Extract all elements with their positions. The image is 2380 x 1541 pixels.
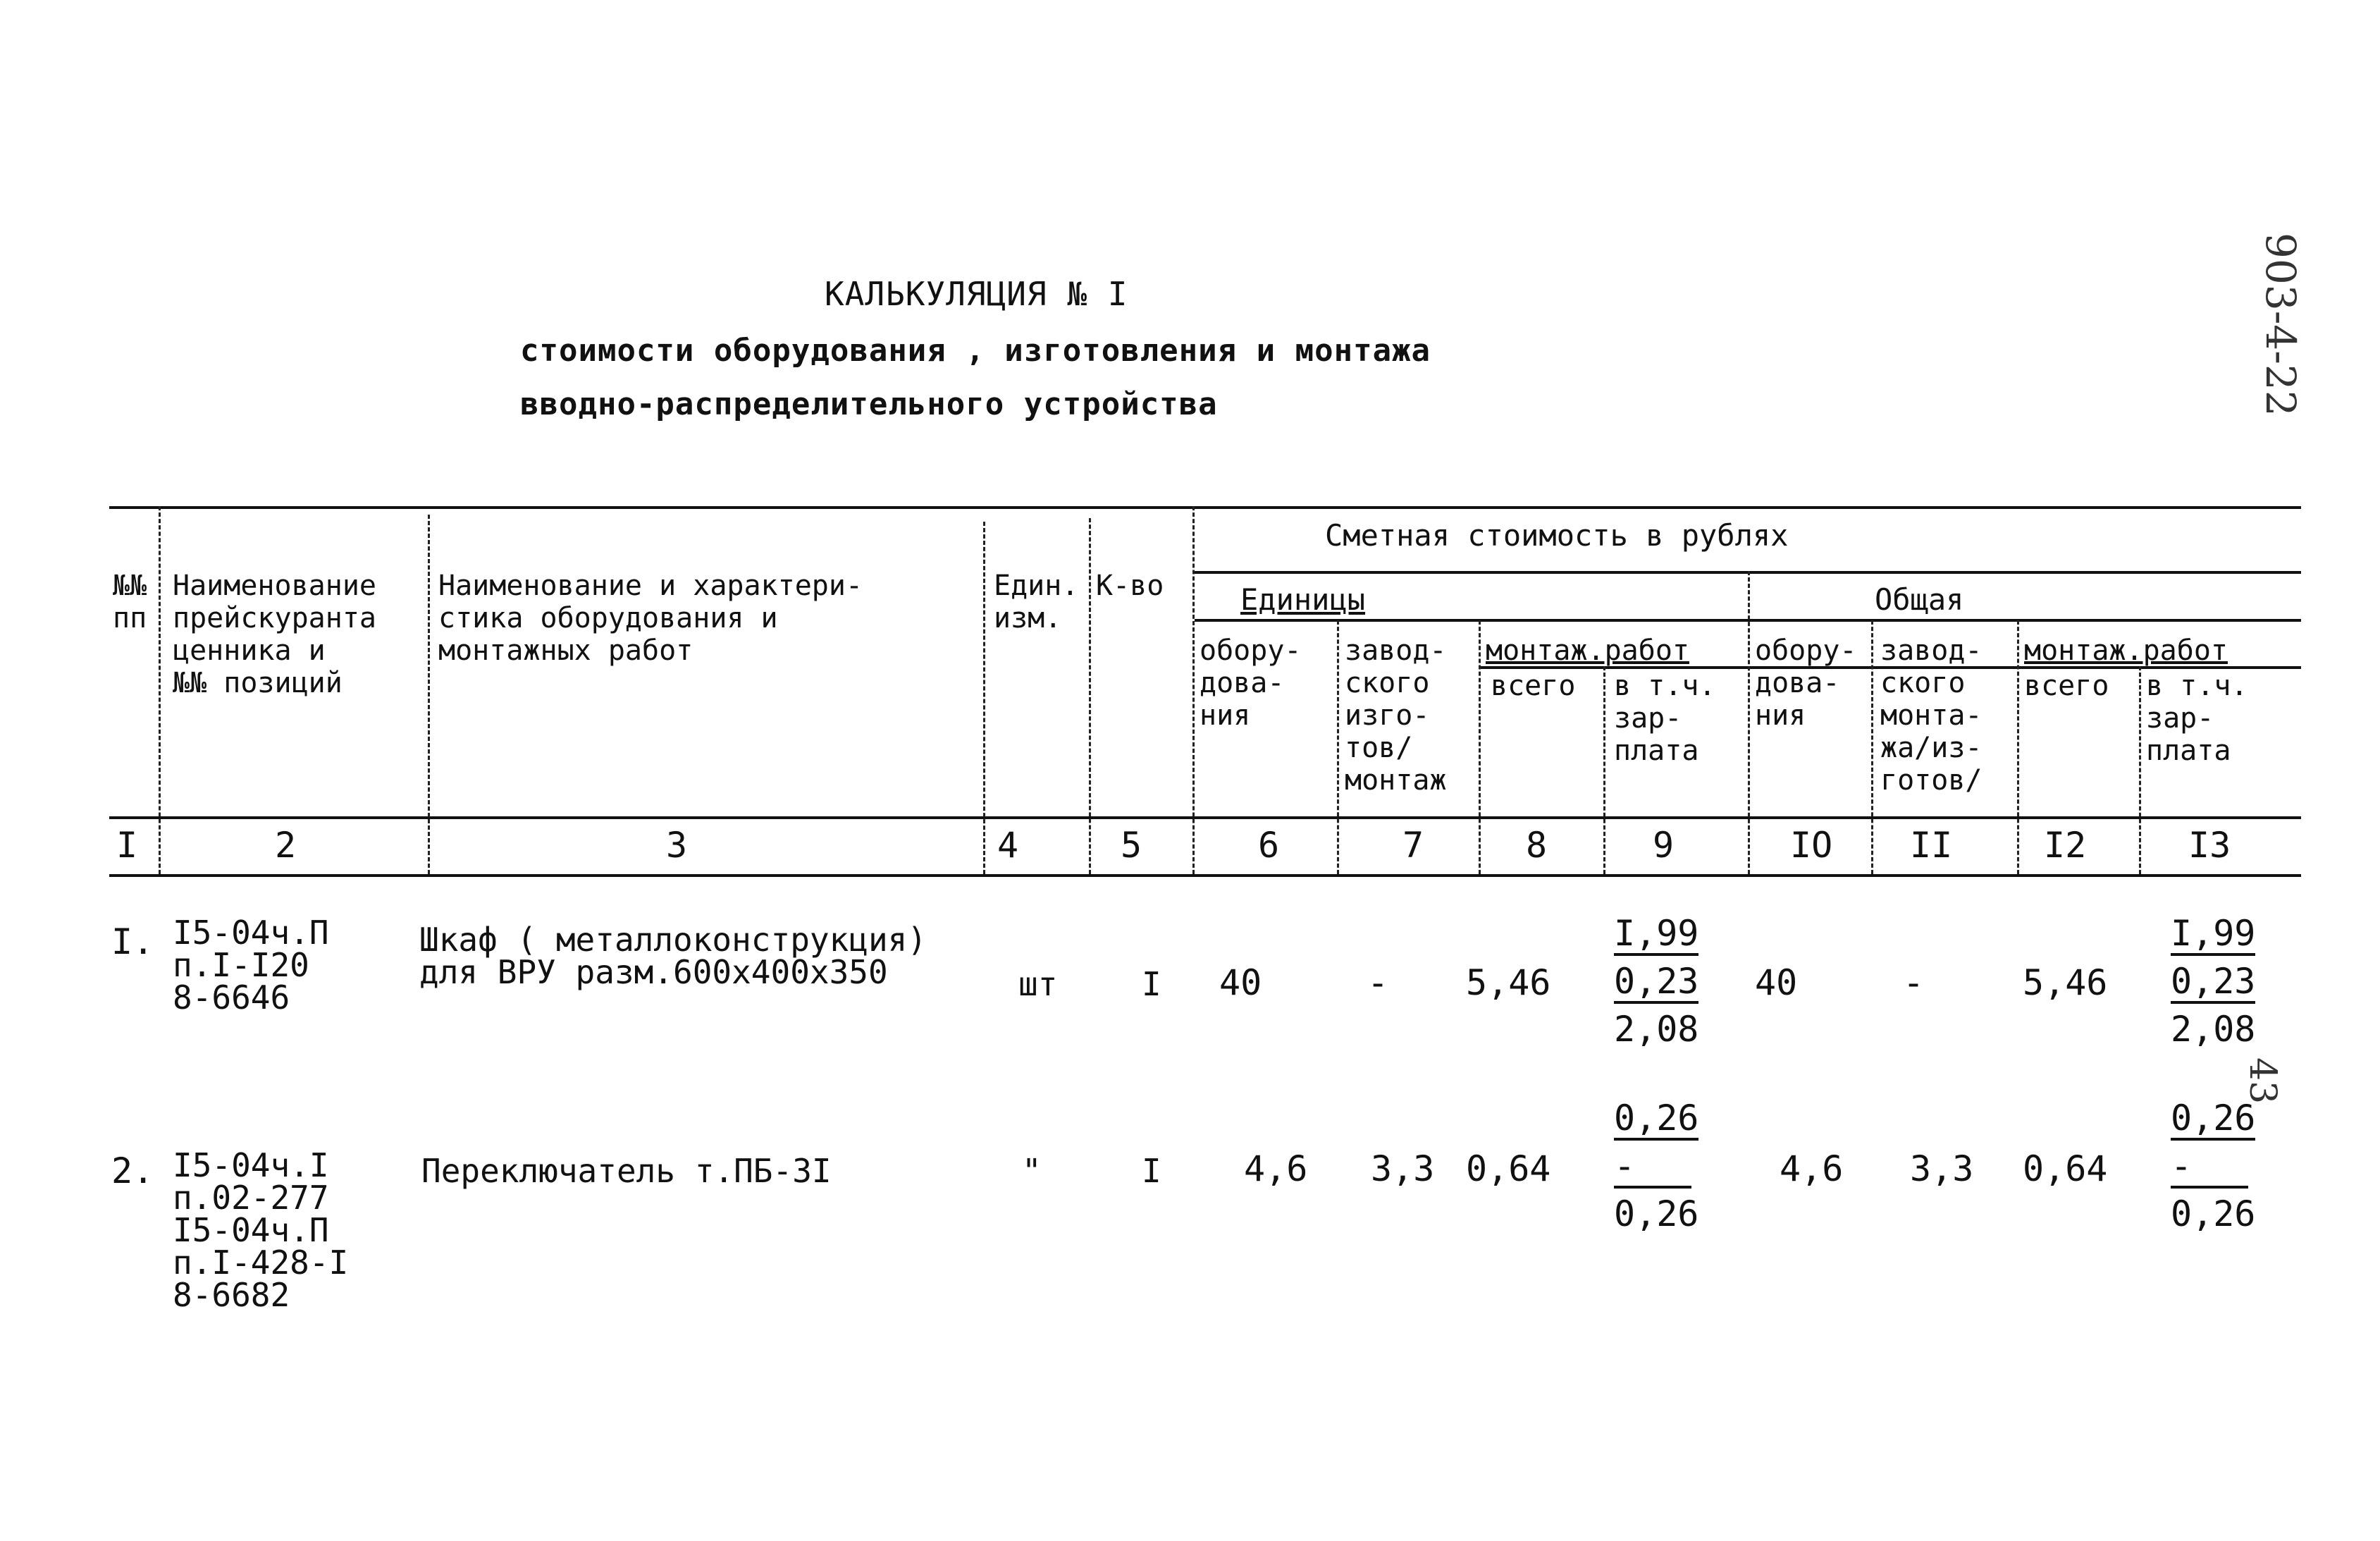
header-total-group: Общая [1875,582,1964,617]
header-col-9: в т.ч. зар- плата [1614,670,1716,767]
table-row-2-wage-total: 0,26 - 0,26 [2171,1098,2256,1234]
col-sep-9 [1748,571,1750,874]
table-top-rule [109,506,2301,509]
header-col-7: завод- ского изго- тов/ монтаж [1345,634,1447,797]
table-row-1-number: I. [111,921,154,962]
table-row-1-qty: I [1142,965,1161,1003]
col-number-3: 3 [666,825,688,866]
document-subtitle-line-2: вводно-распределительного устройства [520,386,1218,422]
table-row-2-code: I5-04ч.I п.02-277 I5-04ч.П п.I-428-I 8-6682 [173,1146,349,1314]
header-col-12: всего [2024,670,2109,702]
table-row-2-equip: 4,6 [1244,1148,1308,1189]
col-number-9: 9 [1653,825,1675,866]
document-subtitle-line-1: стоимости оборудования , изготовления и монтажа [520,333,1431,369]
table-row-1-wage-total: I,99 0,23 2,08 [2171,913,2256,1050]
header-unit-group: Единицы [1240,582,1366,617]
col-sep-4 [1089,518,1091,874]
col-number-11: II [1910,825,1953,866]
table-row-2-factory-total: 3,3 [1910,1148,1974,1189]
header-col-13: в т.ч. зар- плата [2146,670,2248,767]
document-title: КАЛЬКУЛЯЦИЯ № I [825,275,1128,313]
handwritten-document-code: 903-4-22 [2257,233,2305,417]
header-col-5: К-во [1096,570,1164,602]
header-montage-total: монтаж.работ [2024,634,2228,667]
table-row-2-name: Переключатель т.ПБ-3I [421,1152,832,1190]
header-cost-group: Сметная стоимость в рублях [1325,518,1789,553]
table-row-1-mont-all: 5,46 [1466,962,1551,1003]
col-sep-5 [1192,506,1195,874]
table-row-2-qty: I [1142,1152,1161,1190]
table-row-2-number: 2. [111,1150,154,1191]
col-sep-10 [1871,620,1873,874]
table-row-1-factory: - [1367,962,1389,1003]
col-number-4: 4 [997,825,1019,866]
table-row-1-wage: I,99 0,23 2,08 [1614,913,1699,1050]
col-sep-11 [2017,620,2019,874]
col-number-6: 6 [1258,825,1280,866]
table-row-1-equip-total: 40 [1755,962,1798,1003]
table-row-2-mont-all: 0,64 [1466,1148,1551,1189]
col-sep-2 [428,515,430,874]
col-number-1: I [116,825,138,866]
col-number-12: I2 [2044,825,2087,866]
table-row-1-code: I5-04ч.П п.I-I20 8-6646 [173,914,329,1017]
table-row-1-factory-total: - [1903,962,1925,1003]
col-numbers-bottom-rule [109,874,2301,877]
header-col-4: Един. изм. [994,570,1079,634]
header-col-11: завод- ского монта- жа/из- готов/ [1880,634,1983,797]
table-row-2-unit: " [1022,1152,1042,1190]
table-row-2-factory: 3,3 [1371,1148,1435,1189]
table-row-1-unit: шт [1018,965,1058,1003]
header-col-10: обору- дова- ния [1755,634,1857,732]
col-number-2: 2 [275,825,297,866]
col-sep-6 [1337,620,1339,874]
header-col-1: №№ пп [113,570,147,634]
col-sep-7 [1479,620,1481,874]
col-sep-8 [1603,666,1605,874]
header-montage-unit: монтаж.работ [1486,634,1689,667]
col-number-5: 5 [1121,825,1142,866]
col-sep-1 [159,506,161,874]
col-number-8: 8 [1526,825,1548,866]
header-col-3: Наименование и характери- стика оборудования и монтажных работ [438,570,863,667]
table-row-2-wage: 0,26 - 0,26 [1614,1098,1699,1234]
header-bottom-rule [109,816,2301,819]
table-row-1-mont-all-total: 5,46 [2023,962,2108,1003]
page-number: 43 [2241,1057,2283,1105]
table-row-2-mont-all-total: 0,64 [2023,1148,2108,1189]
col-number-7: 7 [1402,825,1424,866]
col-number-10: IO [1790,825,1833,866]
header-col-6: обору- дова- ния [1200,634,1302,732]
table-row-2-equip-total: 4,6 [1780,1148,1844,1189]
col-sep-12 [2139,666,2141,874]
table-row-1-equip: 40 [1219,962,1262,1003]
col-number-13: I3 [2188,825,2231,866]
header-col-8: всего [1491,670,1576,702]
header-col-2: Наименование прейскуранта ценника и №№ позиций [173,570,376,699]
table-row-1-name: Шкаф ( металлоконструкция) для ВРУ разм.600х400х350 [419,921,927,991]
col-sep-3 [983,522,985,874]
